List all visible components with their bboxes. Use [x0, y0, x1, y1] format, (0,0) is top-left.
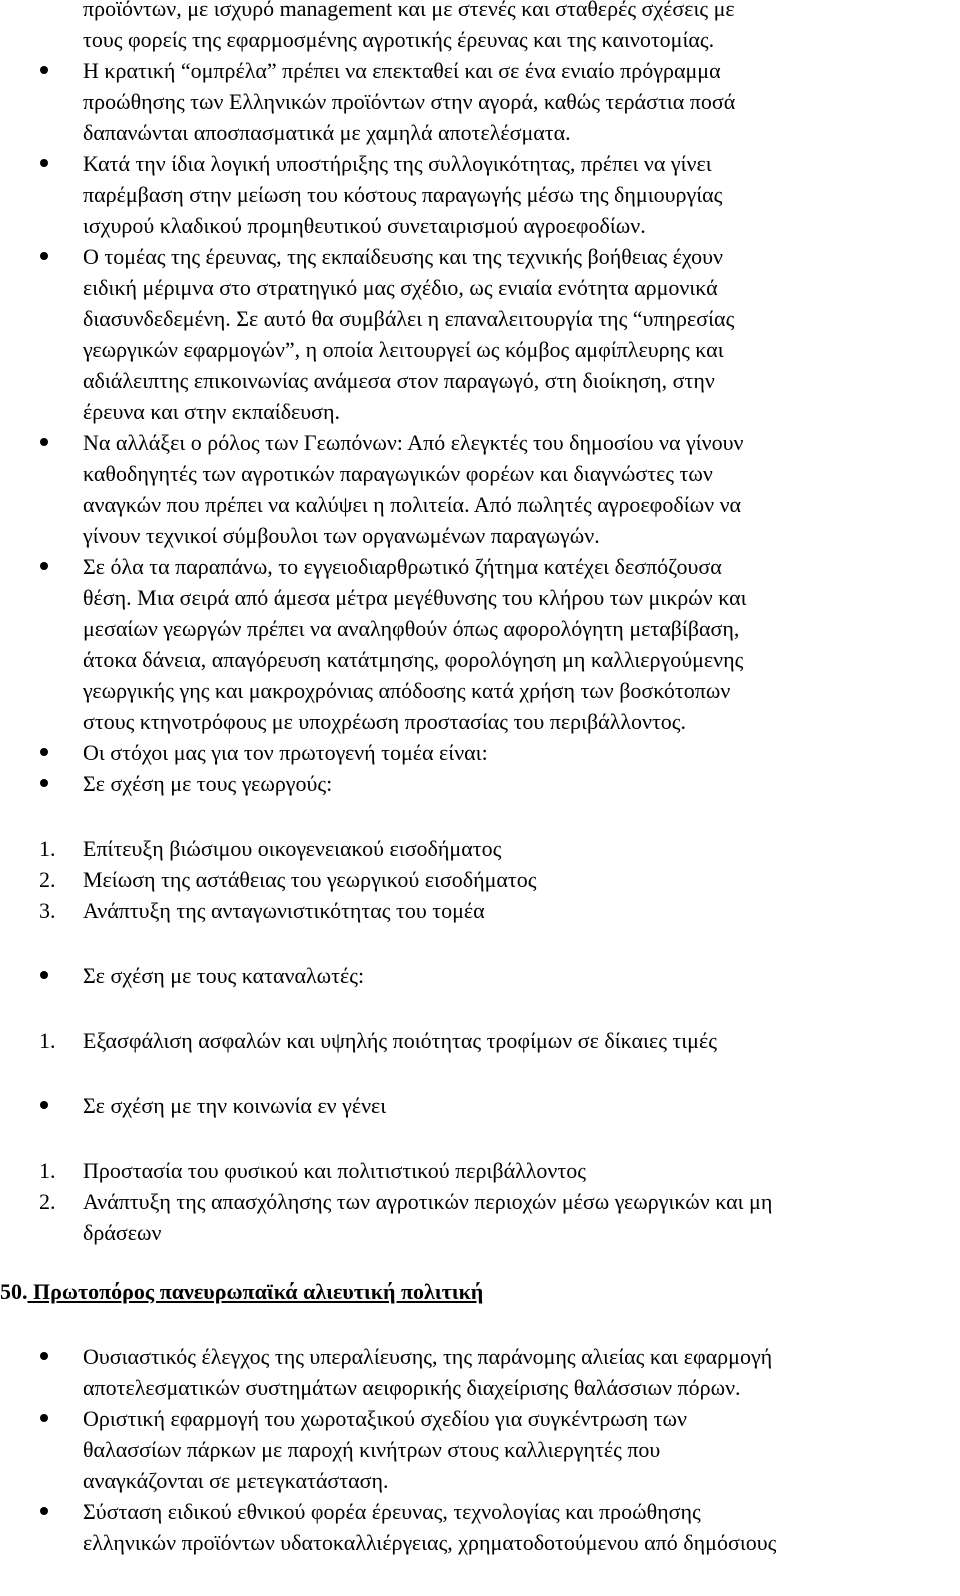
- bullet-icon: [40, 159, 48, 167]
- text-line: θαλασσίων πάρκων με παροχή κινήτρων στους καλλιεργητές που: [83, 1437, 661, 1462]
- text-line: Σε σχέση με τους γεωργούς:: [83, 771, 333, 796]
- spacer: [0, 991, 960, 1025]
- bullet-icon: [40, 252, 48, 260]
- bullet-icon: [40, 1414, 48, 1422]
- bullet-icon: [40, 971, 48, 979]
- bullet-icon: [40, 66, 48, 74]
- text-line: στους κτηνοτρόφους με υποχρέωση προστασίας του περιβάλλοντος.: [83, 709, 687, 734]
- text-line: τους φορείς της εφαρμοσμένης αγροτικής έρευνας και της καινοτομίας.: [83, 27, 715, 52]
- text-line: Σε σχέση με την κοινωνία εν γένει: [83, 1093, 387, 1118]
- text-line: αποτελεσματικών συστημάτων αειφορικής διαχείρισης θαλάσσιων πόρων.: [83, 1375, 741, 1400]
- text-line: ελληνικών προϊόντων υδατοκαλλιέργειας, χρηματοδοτούμενου από δημόσιους: [83, 1530, 777, 1555]
- text-line: Κατά την ίδια λογική υποστήριξης της συλλογικότητας, πρέπει να γίνει: [83, 151, 712, 176]
- list-number: 2.: [39, 1189, 56, 1214]
- bullet-icon: [40, 562, 48, 570]
- numbered-item: [0, 864, 960, 895]
- list-number: 3.: [39, 898, 56, 923]
- list-number: 2.: [39, 867, 56, 892]
- text-line: παρέμβαση στην μείωση του κόστους παραγωγής μέσω της δημιουργίας: [83, 182, 723, 207]
- text-line: Σύσταση ειδικού εθνικού φορέα έρευνας, τεχνολογίας και προώθησης: [83, 1499, 701, 1524]
- continuation-paragraph: [0, 0, 960, 55]
- bullet-item: [0, 551, 960, 737]
- spacer: [0, 1248, 960, 1276]
- bullet-item: [0, 1496, 960, 1558]
- text-line: Εξασφάλιση ασφαλών και υψηλής ποιότητας τροφίμων σε δίκαιες τιμές: [83, 1028, 717, 1053]
- bullet-item: [0, 55, 960, 148]
- text-line: γεωργικών εφαρμογών”, η οποία λειτουργεί ως κόμβος αμφίπλευρης και: [83, 337, 724, 362]
- text-line: δράσεων: [83, 1220, 162, 1245]
- numbered-item: [0, 895, 960, 926]
- bullet-item: [0, 960, 960, 991]
- bullet-icon: [40, 748, 48, 756]
- numbered-item: [0, 833, 960, 864]
- spacer: [0, 799, 960, 833]
- text-line: Ανάπτυξη της απασχόλησης των αγροτικών περιοχών μέσω γεωργικών και μη: [83, 1189, 773, 1214]
- numbered-item: [0, 1155, 960, 1186]
- numbered-item: [0, 1186, 960, 1248]
- text-line: γεωργικής γης και μακροχρόνιας απόδοσης κατά χρήση των βοσκότοπων: [83, 678, 731, 703]
- spacer: [0, 1307, 960, 1341]
- bullet-item: [0, 427, 960, 551]
- text-line: Η κρατική “ομπρέλα” πρέπει να επεκταθεί και σε ένα ενιαίο πρόγραμμα: [83, 58, 721, 83]
- list-number: 1.: [39, 1158, 56, 1183]
- text-line: διασυνδεδεμένη. Σε αυτό θα συμβάλει η επαναλειτουργία της “υπηρεσίας: [83, 306, 735, 331]
- bullet-icon: [40, 1507, 48, 1515]
- text-line: ισχυρού κλαδικού προμηθευτικού συνεταιρισμού αγροεφοδίων.: [83, 213, 646, 238]
- text-line: μεσαίων γεωργών πρέπει να αναληφθούν όπως αφορολόγητη μεταβίβαση,: [83, 616, 740, 641]
- bullet-item: [0, 737, 960, 768]
- text-line: Επίτευξη βιώσιμου οικογενειακού εισοδήματος: [83, 836, 502, 861]
- text-line: άτοκα δάνεια, απαγόρευση κατάτμησης, φορολόγηση μη καλλιεργούμενης: [83, 647, 744, 672]
- text-line: Ο τομέας της έρευνας, της εκπαίδευσης και της τεχνικής βοήθειας έχουν: [83, 244, 723, 269]
- spacer: [0, 1121, 960, 1155]
- bullet-icon: [40, 1101, 48, 1109]
- text-line: δαπανώνται αποσπασματικά με χαμηλά αποτελέσματα.: [83, 120, 571, 145]
- section-title: Πρωτοπόρος πανευρωπαϊκά αλιευτική πολιτική: [33, 1279, 484, 1304]
- text-line: Οριστική εφαρμογή του χωροταξικού σχεδίου για συγκέντρωση των: [83, 1406, 687, 1431]
- bullet-icon: [40, 438, 48, 446]
- bullet-item: [0, 241, 960, 427]
- spacer: [0, 926, 960, 960]
- text-line: Ανάπτυξη της ανταγωνιστικότητας του τομέα: [83, 898, 485, 923]
- text-line: προϊόντων, με ισχυρό management και με στενές και σταθερές σχέσεις με: [83, 0, 735, 21]
- list-number: 1.: [39, 836, 56, 861]
- text-line: προώθησης των Ελληνικών προϊόντων στην αγορά, καθώς τεράστια ποσά: [83, 89, 736, 114]
- bullet-item: [0, 1341, 960, 1403]
- text-line: αναγκών που πρέπει να καλύψει η πολιτεία. Από πωλητές αγροεφοδίων να: [83, 492, 742, 517]
- text-line: ειδική μέριμνα στο στρατηγικό μας σχέδιο, ως ενιαία ενότητα αρμονικά: [83, 275, 718, 300]
- text-line: καθοδηγητές των αγροτικών παραγωγικών φορέων και διαγνώστες των: [83, 461, 713, 486]
- text-line: αδιάλειπτης επικοινωνίας ανάμεσα στον παραγωγό, στη διοίκηση, στην: [83, 368, 715, 393]
- bullet-item: [0, 1403, 960, 1496]
- text-line: Να αλλάξει ο ρόλος των Γεωπόνων: Από ελεγκτές του δημοσίου να γίνουν: [83, 430, 744, 455]
- bullet-icon: [40, 779, 48, 787]
- section-number: 50.: [0, 1279, 28, 1304]
- text-line: αναγκάζονται σε μετεγκατάσταση.: [83, 1468, 389, 1493]
- text-line: έρευνα και στην εκπαίδευση.: [83, 399, 341, 424]
- text-line: Οι στόχοι μας για τον πρωτογενή τομέα είναι:: [83, 740, 488, 765]
- text-line: Σε όλα τα παραπάνω, το εγγειοδιαρθρωτικό ζήτημα κατέχει δεσπόζουσα: [83, 554, 722, 579]
- text-line: Ουσιαστικός έλεγχος της υπεραλίευσης, της παράνομης αλιείας και εφαρμογή: [83, 1344, 773, 1369]
- text-line: Μείωση της αστάθειας του γεωργικού εισοδήματος: [83, 867, 537, 892]
- bullet-item: [0, 768, 960, 799]
- text-line: Σε σχέση με τους καταναλωτές:: [83, 963, 365, 988]
- text-line: θέση. Μια σειρά από άμεσα μέτρα μεγέθυνσης του κλήρου των μικρών και: [83, 585, 747, 610]
- bullet-icon: [40, 1352, 48, 1360]
- bullet-item: [0, 1090, 960, 1121]
- bullet-item: [0, 148, 960, 241]
- text-line: γίνουν τεχνικοί σύμβουλοι των οργανωμένων παραγωγών.: [83, 523, 600, 548]
- numbered-item: [0, 1025, 960, 1056]
- spacer: [0, 1056, 960, 1090]
- section-heading: [0, 1276, 960, 1307]
- list-number: 1.: [39, 1028, 56, 1053]
- text-line: Προστασία του φυσικού και πολιτιστικού περιβάλλοντος: [83, 1158, 586, 1183]
